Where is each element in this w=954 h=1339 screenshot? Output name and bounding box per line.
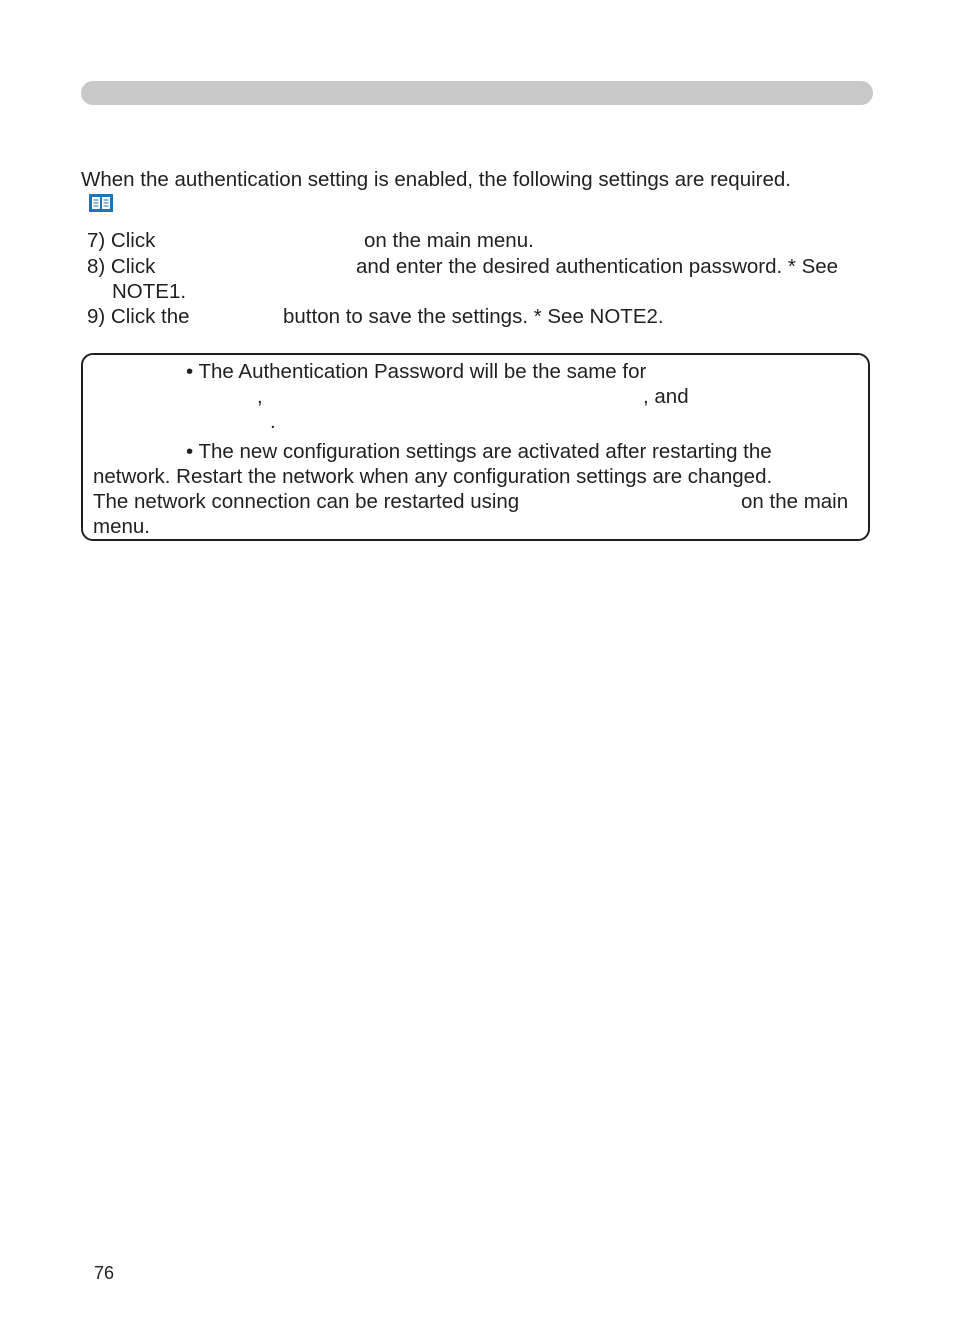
step-8-suffix: and enter the desired authentication password. * See [356,255,839,278]
note1-and: , and [643,385,689,408]
page-number: 76 [94,1263,115,1283]
step-8-prefix: 8) Click [87,255,156,278]
note2-line2: network. Restart the network when any configuration settings are changed. [93,465,773,488]
step-8-continuation: NOTE1. [112,280,187,303]
step-9-prefix: 9) Click the [87,305,190,328]
book-icon [89,194,113,212]
step-7-suffix: on the main menu. [364,229,534,252]
note2-line3a: The network connection can be restarted using [93,490,520,513]
section-header-bar [81,81,873,105]
note1-comma: , [257,385,263,408]
note2-line4: menu. [93,515,150,538]
note1-line1: • The Authentication Password will be the same for [186,360,647,383]
intro-text: When the authentication setting is enabled, the following settings are required. [81,168,791,191]
note1-period: . [270,410,276,433]
note2-line1: • The new configuration settings are activated after restarting the [186,440,772,463]
step-7-prefix: 7) Click [87,229,156,252]
step-9-suffix: button to save the settings. * See NOTE2. [283,305,664,328]
note2-line3b: on the main [741,490,849,513]
